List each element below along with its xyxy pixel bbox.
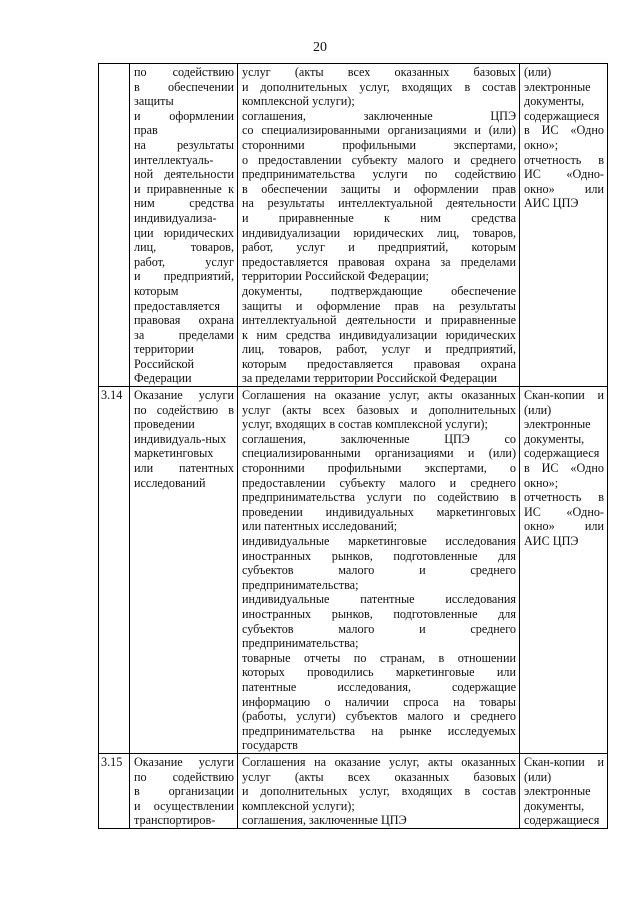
text-line: проведении — [134, 417, 195, 432]
text-line: предпринимательства; — [242, 577, 359, 592]
table-row — [99, 387, 608, 754]
text-line: и приравненные к — [134, 181, 234, 196]
text-line: которых проводились маркетинговые или — [242, 665, 516, 680]
text-line: защиты — [134, 94, 174, 109]
text-line: по содействию — [134, 65, 234, 79]
text-line: окно» или — [524, 181, 604, 196]
text-line: информацию о наличии спроса на товары — [242, 694, 516, 709]
services-table — [98, 63, 608, 829]
service-cell — [130, 753, 238, 828]
text-line: электронные — [524, 417, 591, 432]
text-line: и осуществлении — [134, 798, 234, 813]
format-cell — [520, 64, 608, 387]
text-line: комплексной услуги); — [242, 94, 355, 109]
service-cell — [130, 64, 238, 387]
text-line: Соглашения на оказание услуг, акты оказанных — [242, 754, 516, 769]
text-line: исследований — [134, 475, 206, 490]
format-cell — [520, 387, 608, 754]
text-line: предоставляется — [134, 298, 220, 313]
text-line: АИС ЦПЭ — [524, 196, 579, 211]
text-line: услуг (акты всех оказанных базовых — [242, 769, 516, 784]
text-line: на результаты интеллектуальной деятельности — [242, 196, 516, 211]
documents-cell — [238, 387, 520, 754]
text-line: в организации — [134, 784, 234, 799]
text-line: Оказание услуги — [134, 388, 234, 403]
text-line: субъектов малого и среднего — [242, 621, 516, 636]
text-line: ИС «Одно- — [524, 167, 604, 182]
text-line: услуг, входящих в состав комплексной услуги); — [242, 417, 488, 432]
text-line: по содействию — [134, 769, 234, 784]
text-line: (или) — [524, 402, 552, 417]
text-line: и оформлении — [134, 108, 234, 123]
text-line: соглашения, заключенные ЦПЭ — [242, 813, 407, 828]
text-line: и дополнительных услуг, входящих в состав — [242, 79, 516, 94]
text-line: иностранных рынков, подготовленные для — [242, 548, 516, 563]
text-line: услуг (акты всех оказанных базовых — [242, 65, 516, 79]
text-line: предпринимательства услуги по содействию — [242, 167, 516, 182]
text-line: государств — [242, 738, 298, 753]
text-line: лиц, товаров, — [134, 240, 234, 255]
text-line: документы, — [524, 431, 585, 446]
text-line: документы, подтверждающие обеспечение — [242, 283, 516, 298]
text-line: или патентных — [134, 461, 234, 476]
text-line: или патентных исследований; — [242, 519, 398, 534]
text-line: о предоставлении субъекту малого и среднего — [242, 152, 516, 167]
text-line: предпринимательства; — [242, 636, 359, 651]
text-line: лиц, товаров, работ, услуг и предприятий, — [242, 342, 516, 357]
text-line: по содействию в — [134, 402, 234, 417]
text-line: на результаты — [134, 137, 234, 152]
row-number: 3.15 — [99, 753, 130, 828]
text-line: маркетинговых — [134, 446, 214, 461]
text-line: за пределами территории Российской Федерации — [242, 371, 498, 386]
text-line: со специализированными организациями и (или) — [242, 123, 516, 138]
text-line: ции юридических — [134, 225, 234, 240]
text-line: окно»; — [524, 137, 559, 152]
text-line: работ, услуг и предприятий, которым — [242, 240, 516, 255]
text-line: в ИС «Одно — [524, 123, 604, 138]
text-line: (или) — [524, 65, 552, 79]
text-line: правовая охрана — [134, 313, 234, 328]
text-line: иностранных рынков, подготовленные для — [242, 606, 516, 621]
documents-cell — [238, 753, 520, 828]
text-line: предоставлении субъекту малого и среднего — [242, 475, 516, 490]
text-line: в обеспечении защиты и оформлении прав — [242, 181, 516, 196]
text-line: окно»; — [524, 475, 559, 490]
text-line: соглашения, заключенные ЦПЭ со — [242, 431, 516, 446]
text-line: отчетность в — [524, 490, 604, 505]
text-line: индивидуализации юридических лиц, товаров, — [242, 225, 516, 240]
text-line: в обеспечении — [134, 79, 234, 94]
text-line: транспортиров- — [134, 813, 216, 828]
text-line: ним средства — [134, 196, 234, 211]
text-line: содержащиеся — [524, 108, 600, 123]
text-line: услуг (акты всех базовых и дополнительных — [242, 402, 516, 417]
text-line: Соглашения на оказание услуг, акты оказанных — [242, 388, 516, 403]
text-line: электронные — [524, 79, 591, 94]
text-line: Скан-копии и — [524, 754, 604, 769]
text-line: интеллектуальной деятельности и приравненные — [242, 313, 516, 328]
text-line: Российской — [134, 356, 195, 371]
text-line: ной деятельности — [134, 167, 234, 182]
text-line: которым предоставляется правовая охрана — [242, 356, 516, 371]
text-line: территории Российской Федерации; — [242, 269, 429, 284]
documents-cell — [238, 64, 520, 387]
text-line: Скан-копии и — [524, 388, 604, 403]
service-cell — [130, 387, 238, 754]
text-line: к ним средства индивидуализации юридических — [242, 327, 516, 342]
text-line: отчетность в — [524, 152, 604, 167]
text-line: проведении индивидуальных маркетинговых — [242, 504, 516, 519]
text-line: (или) — [524, 769, 552, 784]
text-line: прав — [134, 123, 158, 138]
text-line: содержащиеся — [524, 813, 600, 828]
text-line: территории — [134, 342, 194, 357]
text-line: интеллектуаль- — [134, 152, 214, 167]
table-row — [99, 753, 608, 828]
text-line: документы, — [524, 94, 585, 109]
text-line: окно» или — [524, 519, 604, 534]
text-line: и предприятий, — [134, 269, 234, 284]
text-line: Оказание услуги — [134, 754, 234, 769]
text-line: и приравненные к ним средства — [242, 210, 516, 225]
text-line: предпринимательства на рынке исследуемых — [242, 723, 516, 738]
text-line: соглашения, заключенные ЦПЭ — [242, 108, 516, 123]
text-line: предпринимательства услуги по содействию в — [242, 490, 516, 505]
text-line: товарные отчеты по странам, в отношении — [242, 650, 516, 665]
text-line: (работы, услуги) субъектов малого и среднего — [242, 709, 516, 724]
text-line: комплексной услуги); — [242, 798, 355, 813]
text-line: индивидуализа- — [134, 210, 217, 225]
text-line: индивидуаль-ных — [134, 431, 227, 446]
text-line: ИС «Одно- — [524, 504, 604, 519]
text-line: специализированными организациями и (или) — [242, 446, 516, 461]
table-row — [99, 64, 608, 387]
text-line: электронные — [524, 784, 591, 799]
text-line: индивидуальные маркетинговые исследования — [242, 534, 516, 548]
row-number: 3.14 — [99, 387, 130, 754]
text-line: и дополнительных услуг, входящих в состав — [242, 784, 516, 799]
text-line: АИС ЦПЭ — [524, 534, 579, 548]
text-line: Федерации — [134, 371, 192, 386]
text-line: документы, — [524, 798, 585, 813]
row-number — [99, 64, 130, 387]
text-line: предоставляется правовая охрана за пределами — [242, 254, 516, 269]
text-line: индивидуальные патентные исследования — [242, 592, 516, 607]
text-line: защиты и оформление прав на результаты — [242, 298, 516, 313]
text-line: которым — [134, 283, 179, 298]
page-number: 20 — [313, 40, 327, 55]
text-line: за пределами — [134, 327, 234, 342]
text-line: сторонними профильными экспертами, о — [242, 461, 516, 476]
text-line: патентные исследования, содержащие — [242, 679, 516, 694]
text-line: в ИС «Одно — [524, 461, 604, 476]
format-cell — [520, 753, 608, 828]
text-line: сторонними профильными экспертами, — [242, 137, 516, 152]
text-line: содержащиеся — [524, 446, 600, 461]
text-line: работ, услуг — [134, 254, 234, 269]
text-line: субъектов малого и среднего — [242, 563, 516, 578]
